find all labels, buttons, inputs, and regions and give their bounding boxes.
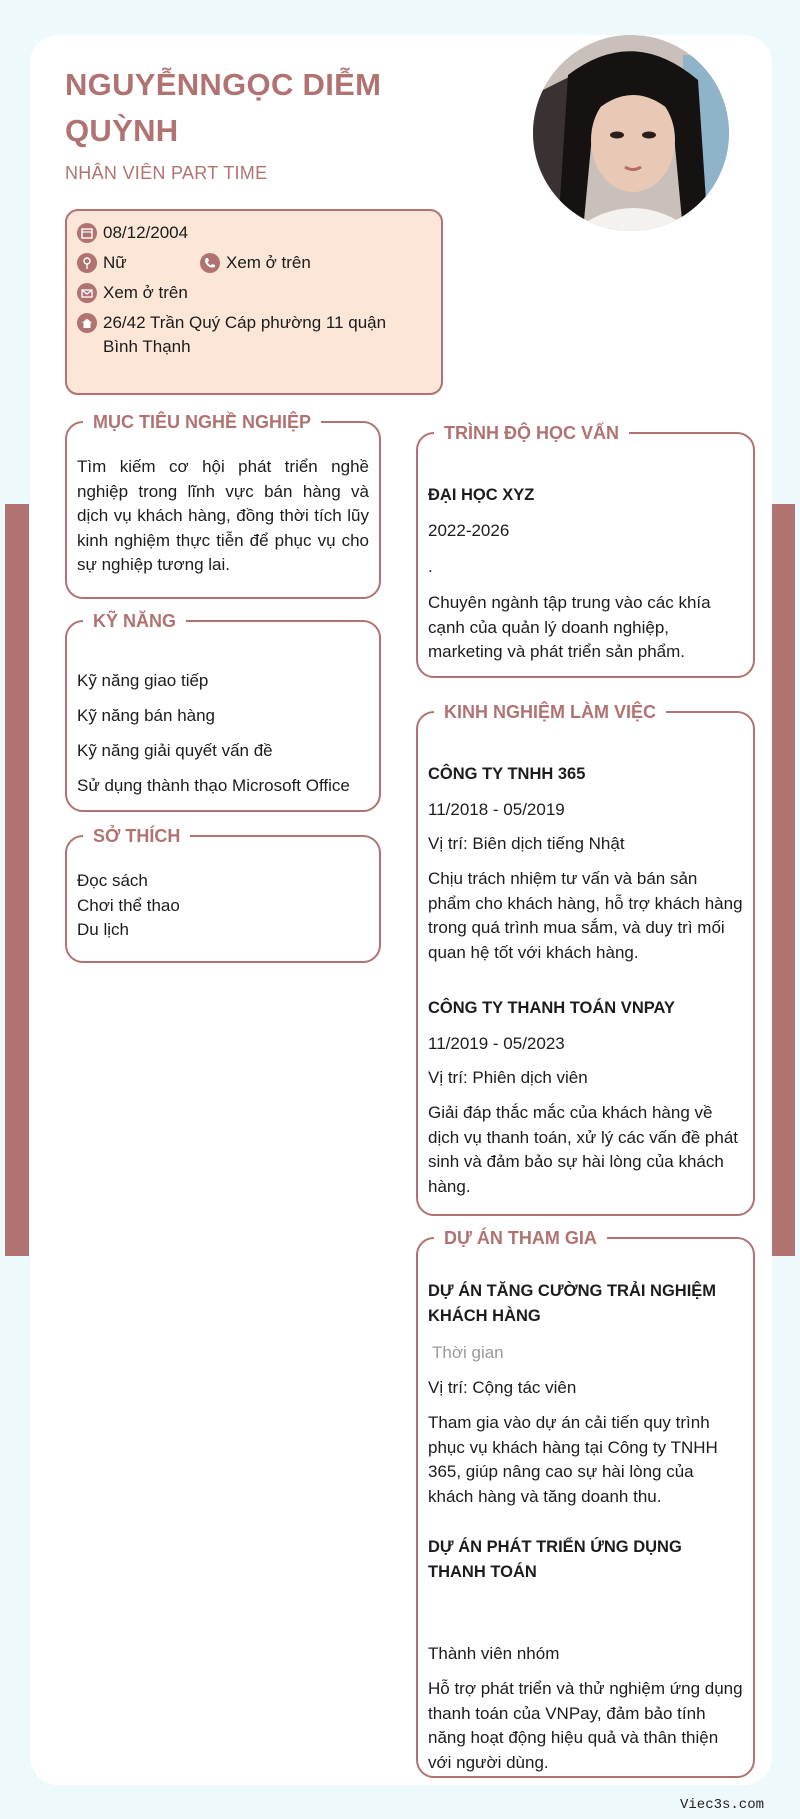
- right-accent-stripe: [771, 504, 795, 1256]
- hobby-item: Du lịch: [77, 920, 129, 939]
- home-icon: [77, 313, 97, 333]
- project-description: Tham gia vào dự án cải tiến quy trình phục vụ khách hàng tại Công ty TNHH 365, giúp nâng cao sự hài lòng của khách hàng và tăng doanh thu.: [428, 1413, 718, 1506]
- experience-section: [416, 702, 755, 1216]
- hobby-item: Đọc sách: [77, 871, 148, 890]
- job-period: 11/2018 - 05/2019: [428, 800, 565, 819]
- email-icon: [77, 283, 97, 303]
- education-major: .: [428, 557, 433, 576]
- objective-text: Tìm kiếm cơ hội phát triển nghề nghiệp trong lĩnh vực bán hàng và dịch vụ khách hàng, đồng thời tích lũy kinh nghiệm thực tiễn để phục vụ cho sự nghiệp tương lai.: [77, 457, 369, 574]
- skills-section: [65, 611, 381, 812]
- company-name: CÔNG TY TNHH 365: [428, 765, 586, 783]
- education-period: 2022-2026: [428, 521, 510, 540]
- hobby-item: Chơi thể thao: [77, 896, 180, 915]
- experience-title: KINH NGHIỆM LÀM VIỆC: [434, 700, 666, 724]
- watermark: Viec3s.com: [679, 1797, 764, 1813]
- phone-icon: [200, 253, 220, 273]
- project-name: DỰ ÁN TĂNG CƯỜNG TRẢI NGHIỆM KHÁCH HÀNG: [428, 1282, 717, 1325]
- company-name: CÔNG TY THANH TOÁN VNPAY: [428, 999, 675, 1017]
- phone: Xem ở trên: [226, 253, 311, 272]
- project-name: DỰ ÁN PHÁT TRIỂN ỨNG DỤNG THANH TOÁN: [428, 1538, 682, 1581]
- email: Xem ở trên: [103, 283, 188, 302]
- school-name: ĐẠI HỌC XYZ: [428, 486, 535, 504]
- gender: Nữ: [103, 253, 127, 272]
- skill-item: Kỹ năng bán hàng: [77, 706, 216, 725]
- hobbies-title: SỞ THÍCH: [83, 824, 190, 848]
- projects-title: DỰ ÁN THAM GIA: [434, 1226, 607, 1250]
- job-title: NHÂN VIÊN PART TIME: [65, 163, 268, 183]
- skills-title: KỸ NĂNG: [83, 609, 186, 633]
- gender-icon: [77, 253, 97, 273]
- objective-title: MỤC TIÊU NGHỀ NGHIỆP: [83, 410, 321, 434]
- project-role: Thành viên nhóm: [428, 1644, 560, 1663]
- skill-item: Sử dụng thành thạo Microsoft Office: [77, 776, 350, 795]
- job-role: Vị trí: Biên dịch tiếng Nhật: [428, 834, 625, 853]
- job-period: 11/2019 - 05/2023: [428, 1034, 565, 1053]
- skill-item: Kỹ năng giải quyết vấn đề: [77, 741, 273, 760]
- education-section: [416, 423, 755, 678]
- birthday: 08/12/2004: [103, 223, 189, 242]
- job-role: Vị trí: Phiên dịch viên: [428, 1068, 588, 1087]
- project-description: Hỗ trợ phát triển và thử nghiệm ứng dụng thanh toán của VNPay, đảm bảo tính năng hoạt động hiệu quả và thân thiện với người dùng.: [428, 1679, 743, 1772]
- project-role: Vị trí: Cộng tác viên: [428, 1378, 577, 1397]
- project-time: Thời gian: [432, 1343, 504, 1362]
- personal-info-box: [65, 209, 443, 395]
- address: 26/42 Trần Quý Cáp phường 11 quận Bình Thạnh: [103, 313, 387, 356]
- calendar-icon: [77, 223, 97, 243]
- candidate-name: NGUYỄNNGỌC DIỄM QUỲNH: [65, 67, 382, 148]
- projects-section: [416, 1228, 755, 1778]
- education-title: TRÌNH ĐỘ HỌC VẤN: [434, 421, 629, 445]
- avatar-photo: [533, 35, 729, 231]
- left-accent-stripe: [5, 504, 29, 1256]
- job-description: Giải đáp thắc mắc của khách hàng về dịch vụ thanh toán, xử lý các vấn đề phát sinh và đảm bảo sự hài lòng của khách hàng.: [428, 1103, 739, 1196]
- education-description: Chuyên ngành tập trung vào các khía cạnh của quản lý doanh nghiệp, marketing và phát triển sản phẩm.: [428, 593, 711, 661]
- hobbies-section: [65, 826, 381, 963]
- job-description: Chịu trách nhiệm tư vấn và bán sản phẩm cho khách hàng, hỗ trợ khách hàng trong quá trình mua sắm, và duy trì mối quan hệ tốt với khách hàng.: [428, 869, 743, 962]
- objective-section: [65, 412, 381, 599]
- avatar: [533, 35, 729, 231]
- skill-item: Kỹ năng giao tiếp: [77, 671, 209, 690]
